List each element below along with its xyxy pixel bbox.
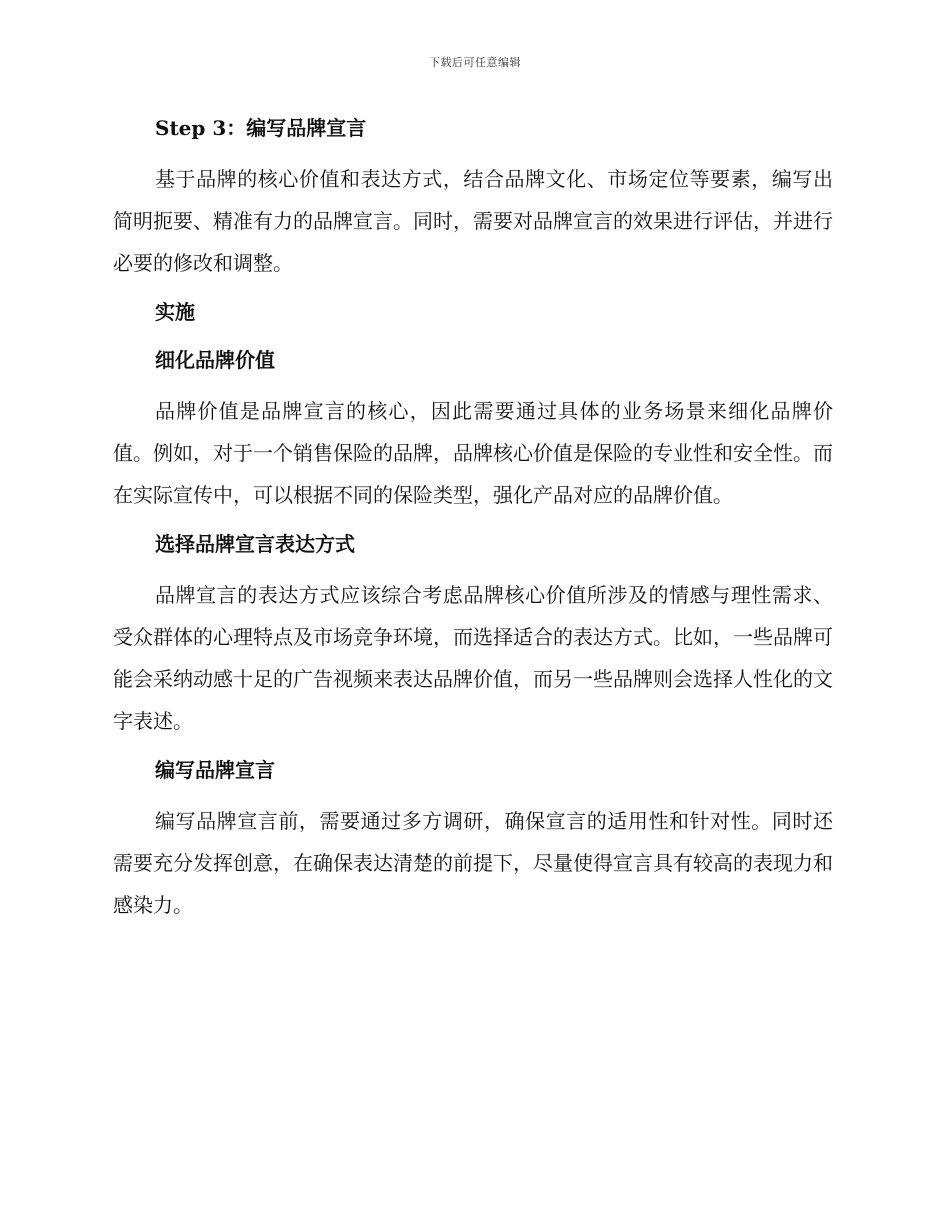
brand-value-paragraph: 品牌价值是品牌宣言的核心，因此需要通过具体的业务场景来细化品牌价值。例如，对于一个销售保险的品牌，品牌核心价值是保险的专业性和安全性。而在实际宣传中，可以根据不同的保险类型，强化产品对应的品牌价值。 xyxy=(113,399,833,507)
write-manifesto-heading: 编写品牌宣言 xyxy=(155,758,275,782)
expression-paragraph: 品牌宣言的表达方式应该综合考虑品牌核心价值所涉及的情感与理性需求、受众群体的心理特点及市场竞争环境，而选择适合的表达方式。比如，一些品牌可能会采纳动感十足的广告视频来表达品牌价值，而另一些品牌则会选择人性化的文字表述。 xyxy=(113,583,833,733)
step3-paragraph: 基于品牌的核心价值和表达方式，结合品牌文化、市场定位等要素，编写出简明扼要、精准有力的品牌宣言。同时，需要对品牌宣言的效果进行评估，并进行必要的修改和调整。 xyxy=(113,167,833,275)
header-note: 下载后可任意编辑 xyxy=(429,56,521,69)
document-body xyxy=(113,110,833,936)
expression-heading: 选择品牌宣言表达方式 xyxy=(155,532,355,556)
implement-heading: 实施 xyxy=(155,300,195,324)
step3-heading: Step 3：编写品牌宣言 xyxy=(155,116,367,140)
write-manifesto-paragraph: 编写品牌宣言前，需要通过多方调研，确保宣言的适用性和针对性。同时还需要充分发挥创意，在确保表达清楚的前提下，尽量使得宣言具有较高的表现力和感染力。 xyxy=(113,809,833,917)
brand-value-heading: 细化品牌价值 xyxy=(155,348,275,372)
